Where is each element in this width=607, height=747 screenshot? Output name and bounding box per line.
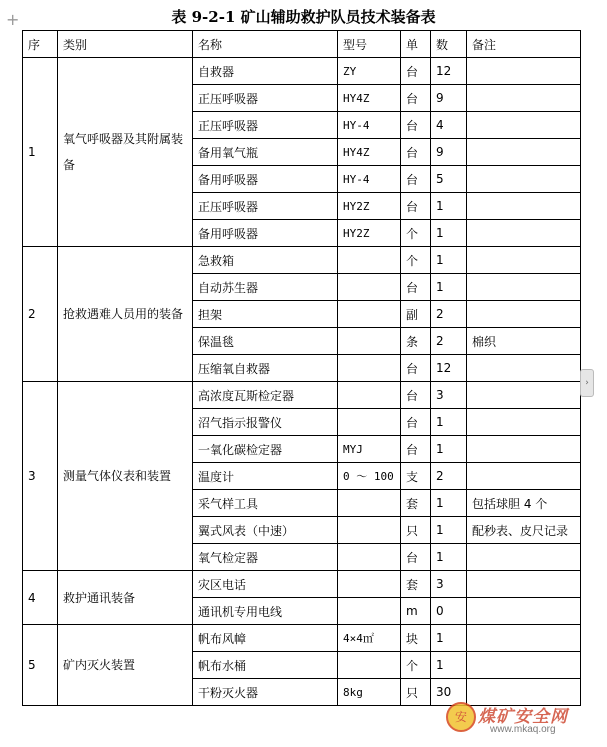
cell-model: HY4Z bbox=[338, 85, 401, 112]
cell-note bbox=[467, 193, 581, 220]
cell-note bbox=[467, 598, 581, 625]
cell-note bbox=[467, 220, 581, 247]
cell-note bbox=[467, 355, 581, 382]
group-number: 2 bbox=[23, 247, 58, 382]
cell-model bbox=[338, 247, 401, 274]
cell-unit: 条 bbox=[401, 328, 431, 355]
header-qty: 数 bbox=[431, 31, 467, 58]
cell-qty: 1 bbox=[431, 409, 467, 436]
cell-unit: 台 bbox=[401, 58, 431, 85]
cell-qty: 4 bbox=[431, 112, 467, 139]
cell-unit: 只 bbox=[401, 679, 431, 706]
cell-note: 棉织 bbox=[467, 328, 581, 355]
cell-name: 通讯机专用电线 bbox=[193, 598, 338, 625]
cell-name: 帆布风幛 bbox=[193, 625, 338, 652]
cell-name: 帆布水桶 bbox=[193, 652, 338, 679]
cell-note: 包括球胆 4 个 bbox=[467, 490, 581, 517]
group-number: 4 bbox=[23, 571, 58, 625]
cell-name: 备用氧气瓶 bbox=[193, 139, 338, 166]
cell-unit: 块 bbox=[401, 625, 431, 652]
cell-model bbox=[338, 652, 401, 679]
cell-name: 一氧化碳检定器 bbox=[193, 436, 338, 463]
cell-name: 压缩氧自救器 bbox=[193, 355, 338, 382]
sidebar-expand-handle[interactable]: › bbox=[580, 369, 594, 397]
cell-qty: 1 bbox=[431, 517, 467, 544]
table-row bbox=[23, 625, 581, 652]
cell-qty: 5 bbox=[431, 166, 467, 193]
cell-model: HY2Z bbox=[338, 220, 401, 247]
cell-unit: 个 bbox=[401, 220, 431, 247]
header-row bbox=[23, 31, 581, 58]
cell-name: 保温毯 bbox=[193, 328, 338, 355]
table-row bbox=[23, 247, 581, 274]
cell-name: 干粉灭火器 bbox=[193, 679, 338, 706]
cell-qty: 1 bbox=[431, 436, 467, 463]
cell-name: 氧气检定器 bbox=[193, 544, 338, 571]
table-row bbox=[23, 382, 581, 409]
cell-unit: 台 bbox=[401, 112, 431, 139]
cell-name: 备用呼吸器 bbox=[193, 220, 338, 247]
cell-model bbox=[338, 274, 401, 301]
cell-model bbox=[338, 301, 401, 328]
cell-model: MYJ bbox=[338, 436, 401, 463]
cell-name: 翼式风表（中速） bbox=[193, 517, 338, 544]
cell-unit: 台 bbox=[401, 166, 431, 193]
cell-model bbox=[338, 382, 401, 409]
cell-unit: 台 bbox=[401, 409, 431, 436]
cell-model bbox=[338, 571, 401, 598]
cell-model: HY2Z bbox=[338, 193, 401, 220]
cell-model: 0 ～ 100 bbox=[338, 463, 401, 490]
cell-unit: 只 bbox=[401, 517, 431, 544]
cell-note bbox=[467, 139, 581, 166]
cell-name: 急救箱 bbox=[193, 247, 338, 274]
cell-note bbox=[467, 409, 581, 436]
cell-unit: 个 bbox=[401, 247, 431, 274]
header-category: 类别 bbox=[58, 31, 193, 58]
cell-name: 采气样工具 bbox=[193, 490, 338, 517]
cell-qty: 12 bbox=[431, 58, 467, 85]
table-row bbox=[23, 58, 581, 85]
cell-note bbox=[467, 652, 581, 679]
cell-qty: 2 bbox=[431, 328, 467, 355]
cell-note bbox=[467, 625, 581, 652]
cell-unit: 台 bbox=[401, 274, 431, 301]
cell-name: 正压呼吸器 bbox=[193, 193, 338, 220]
cell-qty: 1 bbox=[431, 193, 467, 220]
cell-unit: 套 bbox=[401, 490, 431, 517]
cell-note bbox=[467, 274, 581, 301]
cell-model: ZY bbox=[338, 58, 401, 85]
group-category: 矿内灭火装置 bbox=[58, 625, 193, 706]
cell-unit: 支 bbox=[401, 463, 431, 490]
cell-model bbox=[338, 544, 401, 571]
cell-qty: 1 bbox=[431, 652, 467, 679]
cell-unit: 个 bbox=[401, 652, 431, 679]
cell-qty: 1 bbox=[431, 274, 467, 301]
cell-note bbox=[467, 436, 581, 463]
equipment-table bbox=[22, 30, 581, 706]
cell-name: 正压呼吸器 bbox=[193, 85, 338, 112]
cell-note bbox=[467, 166, 581, 193]
cell-name: 温度计 bbox=[193, 463, 338, 490]
cell-name: 沼气指示报警仪 bbox=[193, 409, 338, 436]
group-category: 抢救遇难人员用的装备 bbox=[58, 247, 193, 382]
cell-model bbox=[338, 598, 401, 625]
header-model: 型号 bbox=[338, 31, 401, 58]
cell-qty: 12 bbox=[431, 355, 467, 382]
cell-unit: 台 bbox=[401, 139, 431, 166]
header-unit: 单 bbox=[401, 31, 431, 58]
cell-model bbox=[338, 328, 401, 355]
cell-name: 灾区电话 bbox=[193, 571, 338, 598]
cell-unit: 台 bbox=[401, 355, 431, 382]
group-number: 5 bbox=[23, 625, 58, 706]
cell-model: HY4Z bbox=[338, 139, 401, 166]
group-category: 救护通讯装备 bbox=[58, 571, 193, 625]
header-name: 名称 bbox=[193, 31, 338, 58]
cell-qty: 1 bbox=[431, 247, 467, 274]
cell-model: 4×4㎡ bbox=[338, 625, 401, 652]
watermark-text: 煤矿安全网 bbox=[478, 707, 568, 727]
cell-qty: 1 bbox=[431, 544, 467, 571]
header-note: 备注 bbox=[467, 31, 581, 58]
cell-unit: 台 bbox=[401, 382, 431, 409]
cell-unit: 台 bbox=[401, 436, 431, 463]
group-number: 3 bbox=[23, 382, 58, 571]
cell-note bbox=[467, 382, 581, 409]
cell-name: 正压呼吸器 bbox=[193, 112, 338, 139]
cell-name: 自动苏生器 bbox=[193, 274, 338, 301]
cell-model: HY-4 bbox=[338, 166, 401, 193]
cell-note bbox=[467, 463, 581, 490]
cell-qty: 30 bbox=[431, 679, 467, 706]
cell-unit: 台 bbox=[401, 193, 431, 220]
cell-note bbox=[467, 112, 581, 139]
cell-note: 配秒表、皮尺记录 bbox=[467, 517, 581, 544]
watermark-logo-icon: 安 bbox=[446, 702, 476, 732]
cell-unit: 台 bbox=[401, 85, 431, 112]
cell-name: 担架 bbox=[193, 301, 338, 328]
table-body bbox=[23, 58, 581, 706]
group-category: 测量气体仪表和装置 bbox=[58, 382, 193, 571]
cell-qty: 2 bbox=[431, 463, 467, 490]
cell-note bbox=[467, 571, 581, 598]
cell-unit: 副 bbox=[401, 301, 431, 328]
table-row bbox=[23, 571, 581, 598]
cell-note bbox=[467, 544, 581, 571]
group-number: 1 bbox=[23, 58, 58, 247]
cell-qty: 9 bbox=[431, 85, 467, 112]
cell-qty: 1 bbox=[431, 490, 467, 517]
cell-unit: m bbox=[401, 598, 431, 625]
cell-name: 高浓度瓦斯检定器 bbox=[193, 382, 338, 409]
cell-model bbox=[338, 517, 401, 544]
cell-model bbox=[338, 355, 401, 382]
cell-qty: 0 bbox=[431, 598, 467, 625]
cell-qty: 3 bbox=[431, 382, 467, 409]
cell-note bbox=[467, 301, 581, 328]
cell-unit: 台 bbox=[401, 544, 431, 571]
cell-note bbox=[467, 247, 581, 274]
header-no: 序 bbox=[23, 31, 58, 58]
move-handle-icon[interactable]: + bbox=[6, 10, 20, 29]
cell-qty: 2 bbox=[431, 301, 467, 328]
cell-qty: 3 bbox=[431, 571, 467, 598]
cell-note bbox=[467, 58, 581, 85]
table-title: 表 9-2-1 矿山辅助救护队员技术装备表 bbox=[171, 8, 436, 26]
group-category: 氧气呼吸器及其附属装备 bbox=[58, 58, 193, 247]
cell-name: 自救器 bbox=[193, 58, 338, 85]
cell-model: 8kg bbox=[338, 679, 401, 706]
cell-note bbox=[467, 85, 581, 112]
cell-model bbox=[338, 409, 401, 436]
cell-model: HY-4 bbox=[338, 112, 401, 139]
watermark-url: www.mkaq.org bbox=[490, 724, 556, 735]
cell-name: 备用呼吸器 bbox=[193, 166, 338, 193]
cell-qty: 9 bbox=[431, 139, 467, 166]
cell-qty: 1 bbox=[431, 625, 467, 652]
cell-model bbox=[338, 490, 401, 517]
cell-qty: 1 bbox=[431, 220, 467, 247]
cell-unit: 套 bbox=[401, 571, 431, 598]
